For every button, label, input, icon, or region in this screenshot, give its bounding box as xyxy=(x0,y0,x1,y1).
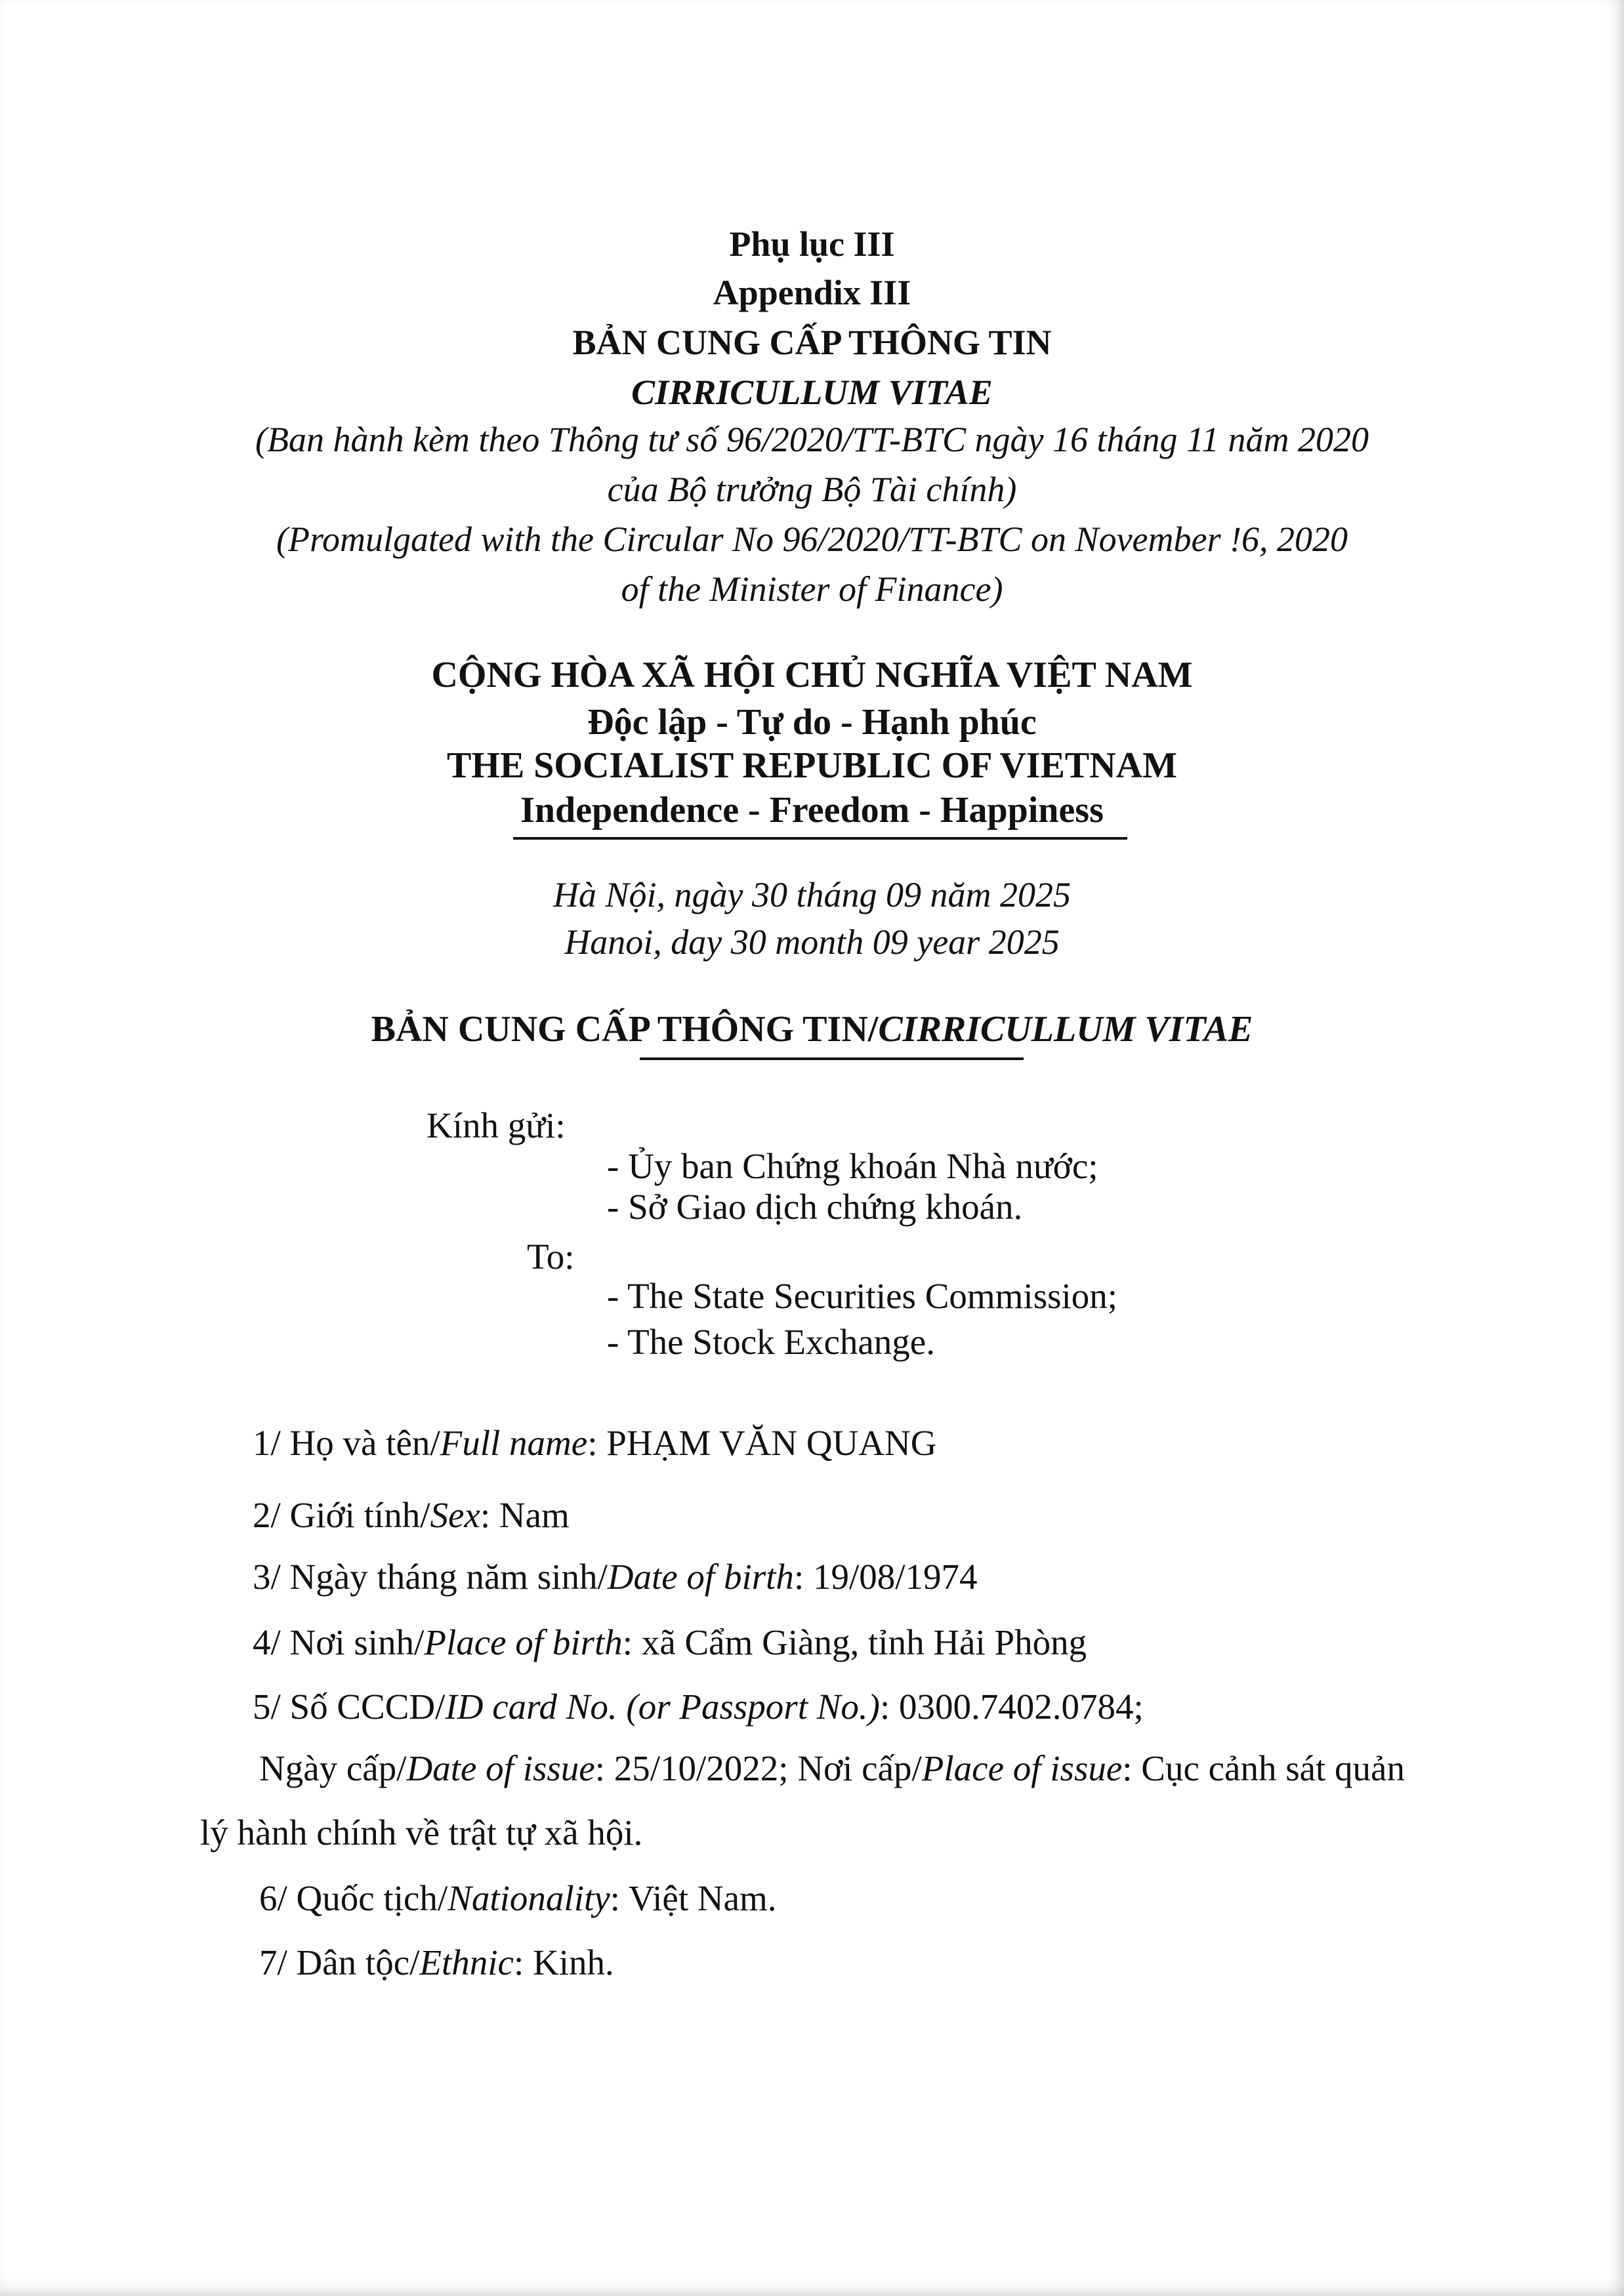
date-of-birth-value: : 19/08/1974 xyxy=(793,1557,978,1597)
appendix-title-vi: BẢN CUNG CẤP THÔNG TIN xyxy=(572,323,1052,362)
nationality-value: : Việt Nam. xyxy=(610,1878,777,1918)
national-name-vi: CỘNG HÒA XÃ HỘI CHỦ NGHĨA VIỆT NAM xyxy=(431,655,1193,695)
id-card-value: : 0300.7402.0784; xyxy=(880,1687,1144,1727)
issue-place-value: : Cục cảnh sát quản xyxy=(1122,1748,1405,1788)
issue-date-value: : 25/10/2022; xyxy=(594,1748,798,1788)
recipient-vi-2: - Sở Giao dịch chứng khoán. xyxy=(607,1187,1023,1227)
recipient-vi-1: - Ủy ban Chứng khoán Nhà nước; xyxy=(607,1146,1098,1186)
sex-value: : Nam xyxy=(480,1495,570,1535)
issued-note-en-line1: (Promulgated with the Circular No 96/2020/TT-BTC on November !6, 2020 xyxy=(276,520,1348,559)
national-motto-vi: Độc lập - Tự do - Hạnh phúc xyxy=(587,702,1037,743)
motto-underline xyxy=(513,837,1127,840)
ethnic-value: : Kinh. xyxy=(513,1942,614,1982)
document-title-en: CIRRICULLUM VITAE xyxy=(878,1009,1253,1050)
issued-note-vi-line1: (Ban hành kèm theo Thông tư số 96/2020/TT-BTC ngày 16 tháng 11 năm 2020 xyxy=(255,420,1369,459)
field-date-of-birth: 3/ Ngày tháng năm sinh/Date of birth: 19/08/1974 xyxy=(253,1557,978,1597)
appendix-label-vi: Phụ lục III xyxy=(729,224,895,264)
document-title-vi: BẢN CUNG CẤP THÔNG TIN/ xyxy=(371,1009,879,1050)
field-issue-continuation: lý hành chính về trật tự xã hội. xyxy=(200,1813,643,1853)
field-place-of-birth: 4/ Nơi sinh/Place of birth: xã Cẩm Giàng, tỉnh Hải Phòng xyxy=(253,1622,1087,1662)
date-vi: Hà Nội, ngày 30 tháng 09 năm 2025 xyxy=(553,875,1071,914)
field-id-card: 5/ Số CCCD/ID card No. (or Passport No.): 0300.7402.0784; xyxy=(253,1687,1144,1727)
full-name-value: : PHẠM VĂN QUANG xyxy=(587,1423,937,1463)
field-issue: Ngày cấp/Date of issue: 25/10/2022; Nơi cấp/Place of issue: Cục cảnh sát quản xyxy=(259,1748,1405,1788)
field-ethnic: 7/ Dân tộc/Ethnic: Kinh. xyxy=(259,1942,614,1982)
recipient-en-2: - The Stock Exchange. xyxy=(607,1322,935,1362)
issued-note-vi-line2: của Bộ trưởng Bộ Tài chính) xyxy=(607,470,1017,509)
recipients-label-en: To: xyxy=(527,1237,575,1277)
title-underline xyxy=(640,1057,1024,1060)
field-nationality: 6/ Quốc tịch/Nationality: Việt Nam. xyxy=(259,1878,777,1918)
recipient-en-1: - The State Securities Commission; xyxy=(607,1276,1118,1316)
date-en: Hanoi, day 30 month 09 year 2025 xyxy=(564,922,1060,962)
national-name-en: THE SOCIALIST REPUBLIC OF VIETNAM xyxy=(447,745,1177,786)
appendix-title-en: CIRRICULLUM VITAE xyxy=(631,373,993,412)
field-sex: 2/ Giới tính/Sex: Nam xyxy=(253,1495,570,1535)
field-full-name: 1/ Họ và tên/Full name: PHẠM VĂN QUANG xyxy=(253,1423,937,1463)
place-of-birth-value: : xã Cẩm Giàng, tỉnh Hải Phòng xyxy=(622,1622,1087,1662)
recipients-label-vi: Kính gửi: xyxy=(427,1105,566,1145)
national-motto-en: Independence - Freedom - Happiness xyxy=(520,790,1104,830)
issued-note-en-line2: of the Minister of Finance) xyxy=(621,569,1003,609)
document-title xyxy=(0,1008,1624,1051)
appendix-label-en: Appendix III xyxy=(713,273,911,312)
